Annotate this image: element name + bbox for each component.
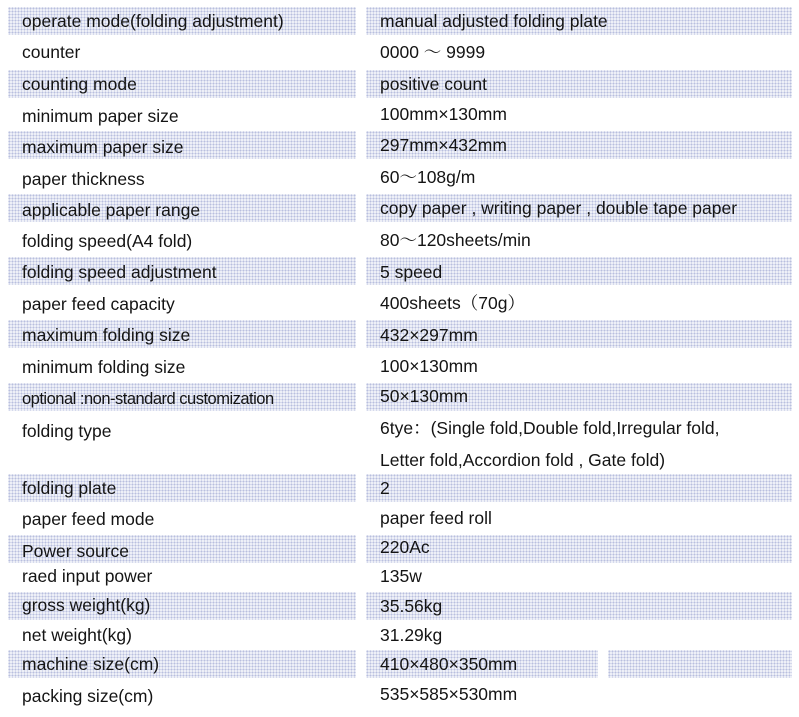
row-value: manual adjusted folding plate <box>380 11 608 31</box>
row-label: gross weight(kg) <box>22 595 151 615</box>
row-value: 31.29kg <box>380 625 443 645</box>
row-value: 100mm×130mm <box>380 104 507 124</box>
row-value: 220Ac <box>380 537 430 557</box>
row-label: folding type <box>22 421 112 441</box>
row-value: positive count <box>380 74 488 94</box>
row-label: packing size(cm) <box>22 686 154 706</box>
row-value: 35.56kg <box>380 596 443 616</box>
row-label: raed input power <box>22 566 153 586</box>
row-value: copy paper , writing paper , double tape paper <box>380 198 738 218</box>
row-value: 535×585×530mm <box>380 684 518 704</box>
row-label: folding speed(A4 fold) <box>22 231 193 251</box>
row-value: 100×130mm <box>380 356 478 376</box>
row-value: 80～120sheets/min <box>380 230 531 250</box>
row-value-continued: Letter fold,Accordion fold , Gate fold) <box>380 450 666 470</box>
row-label: optional :non-standard customization <box>22 390 274 408</box>
value-cell <box>366 474 792 502</box>
row-value: 6tye：(Single fold,Double fold,Irregular fold, <box>380 418 720 438</box>
row-value: 0000 ～ 9999 <box>380 42 486 62</box>
row-label: applicable paper range <box>22 200 201 220</box>
table-row <box>0 474 799 502</box>
row-value: 50×130mm <box>380 386 469 406</box>
row-label: minimum folding size <box>22 357 186 377</box>
row-value: 60～108g/m <box>380 167 476 187</box>
row-value: 432×297mm <box>380 325 478 345</box>
row-value: 297mm×432mm <box>380 135 507 155</box>
row-label: folding plate <box>22 478 117 498</box>
row-label: machine size(cm) <box>22 654 160 674</box>
row-label: paper thickness <box>22 169 145 189</box>
row-label: maximum folding size <box>22 325 191 345</box>
row-label: paper feed mode <box>22 509 155 529</box>
row-value: 5 speed <box>380 262 443 282</box>
row-value: 410×480×350mm <box>380 654 518 674</box>
row-label: minimum paper size <box>22 106 179 126</box>
row-label: Power source <box>22 541 129 561</box>
row-label: folding speed adjustment <box>22 262 217 282</box>
row-label: paper feed capacity <box>22 294 175 314</box>
row-value: 2 <box>380 478 390 498</box>
row-label: counter <box>22 42 81 62</box>
row-value: 135w <box>380 566 422 586</box>
row-label: net weight(kg) <box>22 625 132 645</box>
row-value: 400sheets（70g） <box>380 293 525 313</box>
row-label: counting mode <box>22 74 137 94</box>
row-value: paper feed roll <box>380 508 492 528</box>
value-cell-extension <box>608 650 792 678</box>
row-label: maximum paper size <box>22 137 184 157</box>
row-label: operate mode(folding adjustment) <box>22 11 284 31</box>
